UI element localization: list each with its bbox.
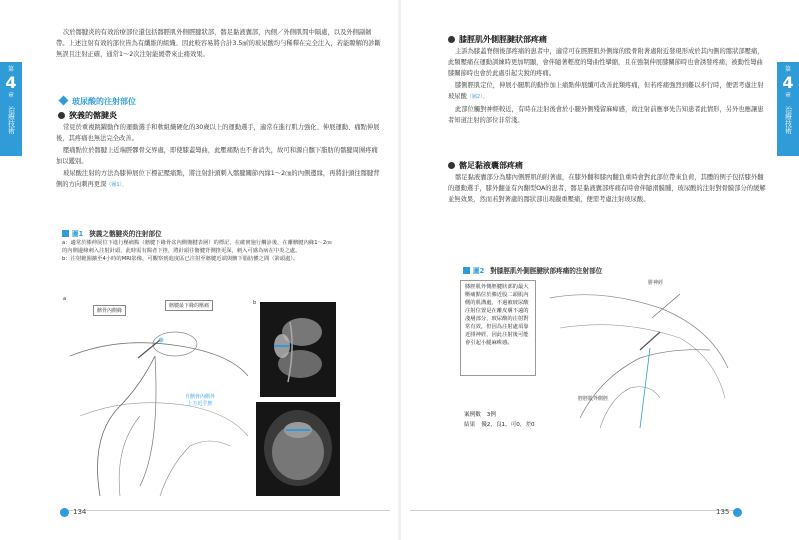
- paragraph: 常見於重複跳躍動作的運動選手和軟組織硬化的30歲以上的運動選手，適常在進行肌力強化、伸展運動、痛點伸展後，其疼痛也無法完全改善。: [56, 124, 380, 142]
- bullet-dot-icon: [58, 112, 65, 119]
- figure2-title: 圖2 對膝脛肌外側脛腱狀部疼痛的注射部位: [463, 265, 602, 275]
- mri-sagittal-image: [260, 302, 336, 397]
- label-patella-medial: 髕骨內側緣: [93, 305, 126, 316]
- chapter-tab-title: 治療技術: [7, 106, 16, 134]
- diamond-icon: [59, 96, 69, 106]
- figure2-illustration: [540, 278, 730, 428]
- page-number-dot-icon: [60, 508, 69, 517]
- label-injection-direction: 自髕骨內側外 上方近乎脛: [184, 394, 215, 407]
- figure-note: a：適常於膝伸展位下進行壓痛點（髂腱下緣骨盆內側髂腱表層）的標記，在確實施行觸診後，在離髕腱內緣1～2㎝的內側邊緣刺入注射針頭，此時需有醫者下推，將針頭往髂腱背側推更深，刺入可感為病在中炎之處。: [62, 240, 332, 254]
- intro-text-block: [56, 27, 382, 61]
- chapter-tab-suffix: 章: [784, 92, 791, 99]
- figure-badge-icon: [62, 230, 69, 237]
- paragraph: 玻尿酸注射的方法為膝伸展位下標記壓痛點，將注射針頭刺入髂腱關節內緣1～2㎝的內側邊緣，再將針頭往髂腱背側的方向刺再更深（圖1）。: [56, 170, 380, 188]
- narrow-tendinitis-text: [56, 122, 382, 192]
- figure-reference[interactable]: （圖2）。: [466, 94, 488, 100]
- page-number-dot-icon: [733, 508, 742, 517]
- paragraph: 膝側脛肌定位，伸展小腿肌的動作加上痛點伸展纖可改善此類疼痛，但若疼痛強烈到難以步行時，便需考慮注射玻尿酸（圖2）。: [448, 82, 764, 100]
- case-results-table: [464, 410, 535, 430]
- intro-paragraph: 次於髂腱炎的有效治療部位還包括髂脛肌外側脛腱狀部，髂足黏液囊部，內側／外側肌間中隔處，以及外側副韌帶。上述注射有效的部位皆為有纖維的組織、因此較容易將合計3.5㎖的玻尿酸均勻稀釋在完全注入，若能瞭解的診斷無誤且注射正確，通常1～2次注射能緩帶來止痛效果。: [56, 29, 381, 58]
- bullet-dot-icon: [448, 162, 455, 169]
- paragraph: 此部位觸對神經較近，有時在注射後會於小腿外側殘留麻痺感，故注射前應事先告知患者此情形，另外也應讓患者知道注射的部位非常淺。: [448, 106, 764, 124]
- chapter-tab-title: 治療技術: [784, 106, 793, 134]
- lateral-knee-injection-sketch: [540, 278, 730, 428]
- paragraph: 主訴為膝蓋脊側後部疼痛的患者中，適常可在脛脛肌外側緣的股骨附著處附近發現形成於其內側的髂狀部壓痛，此類壓痛在運動訓練時更加明顯，會伴隨著輕度的彎曲性攣縮，且在強制伸展膝關節時也會誘發疼痛，被動性彎曲膝關節時也會於此處引起尖銳的疼痛。: [448, 48, 764, 77]
- mri-sagittal-graphic: [260, 302, 336, 397]
- chapter-tab-left[interactable]: [0, 62, 22, 156]
- pes-anserine-text: [448, 172, 768, 206]
- section-heading-pes-anserine: 髂足黏液囊部疼痛: [448, 160, 523, 171]
- mri-axial-image: [256, 402, 340, 496]
- mri-axial-graphic: [256, 402, 340, 496]
- paragraph: 髂足黏液囊部分為膝內側脛肌的附著處，在膝外翻和膝內翻負重時會對此部位帶來負荷，其體的例子包括膝外翻的運動選手，膝外翻並有內翻型OA的患者，髂足黏液囊部疼痛有時會伴隨滑膜腫，玻尿酸的注射對骨膜部分的緩解並無效果，然而若對著處的髂狀部出現嚴重壓痛，便需考慮注射玻尿酸。: [448, 174, 766, 203]
- section-heading-injection-sites: 玻尿酸的注射部位: [58, 96, 136, 107]
- figure1-notes: [62, 239, 332, 263]
- paragraph: 壓痛點位於髂腱上近端脛髁骨交界處，即使膝蓋彎曲，此壓痛點也不會消失，故可和源自髕下脂肪的髂腱周圍疼痛加以鑑別。: [56, 147, 378, 165]
- chapter-tab-prefix: 第: [7, 66, 14, 73]
- chapter-tab-suffix: 章: [7, 92, 14, 99]
- figure2-caption-box: 膝脛肌外側脛腱狀部的最大壓痛點位於膝近股二頭肌內側的肌溝處，不過被玻尿酸注射位置是在離皮膚不遠的淺層部分，玻尿酸的注射對常有效，但因為注射處須靠近腓神經，因此注射後可能會引起小腿麻痺感。: [460, 280, 536, 376]
- chapter-tab-prefix: 第: [784, 66, 791, 73]
- figure-reference[interactable]: （圖1）。: [106, 182, 128, 188]
- section-heading-lateral-hamstring: 膝脛肌外側脛腱狀部疼痛: [448, 34, 547, 45]
- page-number-left: 134: [73, 508, 87, 516]
- case-outcome-row: 結果 優2，良1，可0，差0: [464, 422, 535, 428]
- case-count-row: 案例數 3例: [464, 412, 496, 418]
- book-gutter: [398, 0, 401, 540]
- footer-rule: [410, 510, 740, 511]
- label-peroneal-nerve: 腓神經: [648, 280, 664, 286]
- label-injection-point: 髂腱最下緣的壓痛: [165, 300, 213, 311]
- lateral-hamstring-text: [448, 46, 768, 127]
- panel-a-letter: a: [63, 296, 67, 302]
- subsection-heading-narrow-tendinitis: 狹義的髂腱炎: [58, 110, 117, 121]
- figure-note: b：注射範圍擴至4小時的MRI影像，可觀察到進度區已注射至髂腱近端與髕下脂肪體之間（箭頭處）。: [62, 256, 299, 262]
- page-number-right: 135: [716, 508, 730, 516]
- figure-badge-icon: [463, 267, 470, 274]
- chapter-tab-right[interactable]: [777, 62, 799, 156]
- chapter-tab-number: 4: [782, 73, 794, 92]
- chapter-tab-number: 4: [5, 73, 17, 92]
- panel-b-letter: b: [253, 300, 257, 306]
- label-lateral-hamstring: 脛脛肌外側脛: [578, 396, 609, 402]
- footer-rule: [60, 510, 390, 511]
- figure1-title: 圖1 狹義之髂腱炎的注射部位: [62, 228, 162, 238]
- bullet-dot-icon: [448, 36, 455, 43]
